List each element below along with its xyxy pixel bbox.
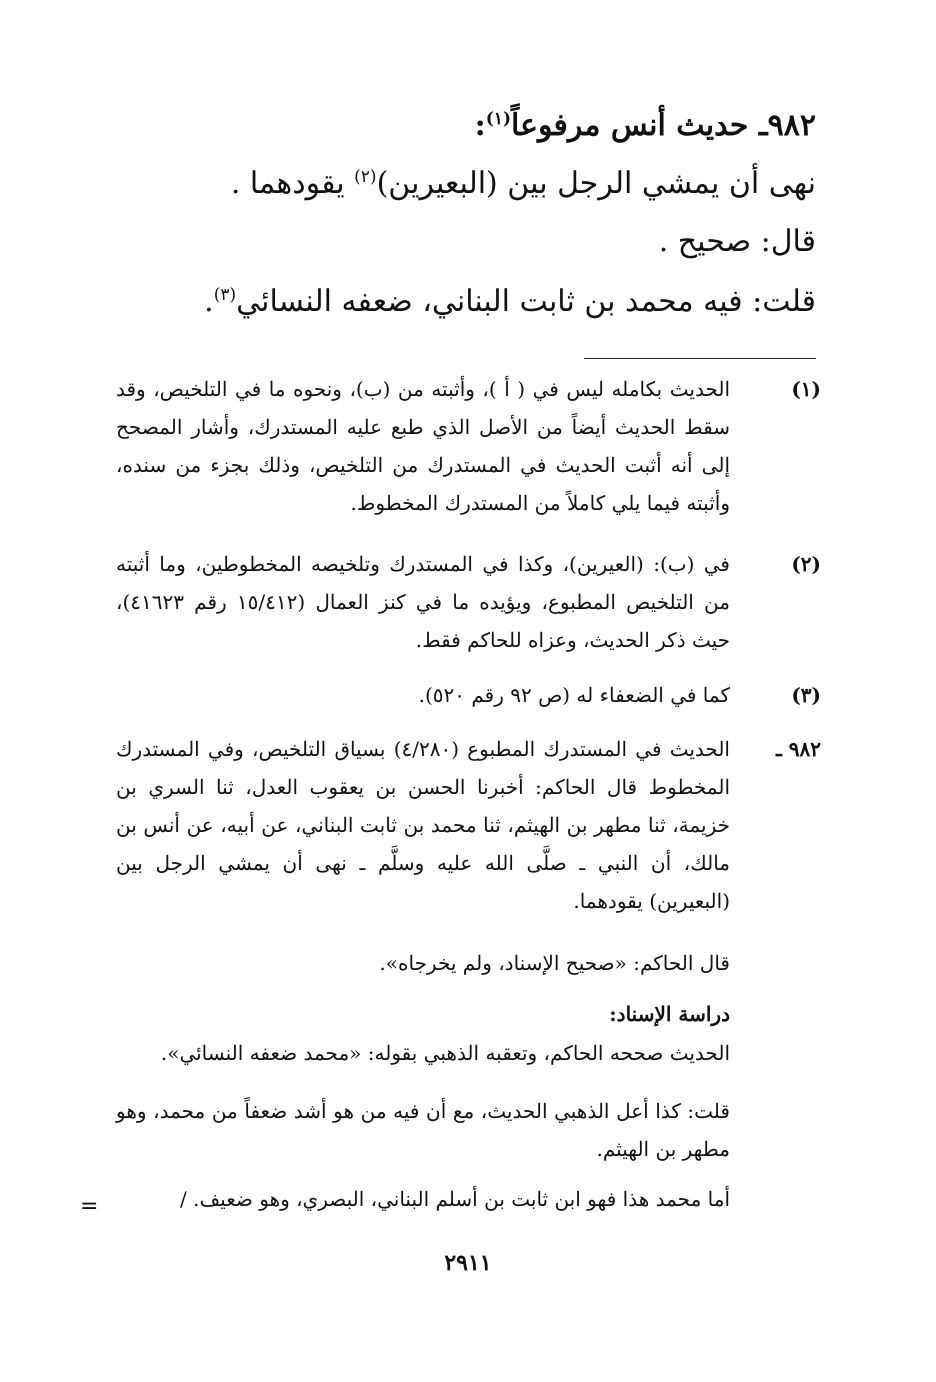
hakim-verdict [116,220,816,264]
hadith-text-part2: يقودهما . [230,166,345,201]
takhrij-number: ٩٨٢ ـ [775,737,821,761]
hakim-quote: قال الحاكم: «صحيح الإسناد، ولم يخرجاه». [379,951,730,975]
hadith-heading [116,104,816,148]
heading-colon: : [474,108,486,143]
isnad-study-heading: دراسة الإسناد: [609,1002,730,1026]
footnote-ref-3: (٣) [213,285,237,305]
footnote-text: في (ب): (العيرين)، وكذا في المستدرك وتلخيصه المخطوطين، وما أثبته من التلخيص المطبوع، ويؤيده ما في كنز العمال (١٥/٤١٢ رقم ٤١٦٢٣)، حيث ذكر الحديث، وعزاه للحاكم فقط. [116,552,730,652]
footnote-number: (١) [791,377,821,401]
footnote-text: الحديث بكامله ليس في ( أ )، وأثبته من (ب)، ونحوه ما في التلخيص، وقد سقط الحديث أيضاً من الأصل الذي طبع عليه المستدرك، وأشار المصحح إلى أنه أثبت الحديث في المستدرك من التلخيص، وذلك بجزء من سنده، وأثبته فيما يلي كاملاً من المستدرك المخطوط. [116,377,730,515]
footnote-1 [116,370,821,522]
footnote-3 [116,676,821,714]
qala-label: قال: [760,224,816,259]
hadith-number: ٩٨٢ [767,108,816,143]
author-critique: قلت: كذا أعل الذهبي الحديث، مع أن فيه من هو أشد ضعفاً من محمد، وهو مطهر بن الهيثم. [116,1099,730,1161]
hadith-text-part1: نهى أن يمشي الرجل بين (البعيرين) [376,166,816,201]
qultu-text: فيه محمد بن ثابت البناني، ضعفه النسائي [236,284,743,319]
author-remark [116,280,816,324]
footnote-text: كما في الضعفاء له (ص ٩٢ رقم ٥٢٠). [418,683,730,707]
footnote-separator [584,358,816,359]
hadith-text [116,162,816,206]
footnote-ref-2: (٢) [354,167,377,187]
footnote-number: (٢) [791,552,821,576]
footnote-2 [116,545,821,659]
continuation-mark: = [80,1194,99,1219]
footnote-number: (٣) [791,683,821,707]
footnote-ref-1: (١) [485,109,511,129]
isnad-study-text: الحديث صححه الحاكم، وتعقبه الذهبي بقوله: «محمد ضعفه النسائي». [160,1041,730,1065]
takhrij-note-982 [116,730,821,920]
qultu-end: . [204,284,214,319]
heading-text: حديث أنس مرفوعاً [510,108,749,143]
page-number: ٢٩١١ [444,1250,492,1276]
qultu-label: قلت: [752,284,816,319]
qala-text: صحيح . [658,224,752,259]
heading-dash: ـ [758,108,768,143]
narrator-note: أما محمد هذا فهو ابن ثابت بن أسلم البناني، البصري، وهو ضعيف. / [180,1187,730,1211]
takhrij-text: الحديث في المستدرك المطبوع (٤/٢٨٠) بسياق التلخيص، وفي المستدرك المخطوط قال الحاكم: أخبرنا الحسن بن يعقوب العدل، ثنا السري بن خزيمة، ثنا مطهر بن الهيثم، ثنا محمد بن ثابت البناني، عن أبيه، عن أنس بن مالك، أن النبي ـ صلَّى الله عليه وسلَّم ـ نهى أن يمشي الرجل بين (البعيرين) يقودهما. [116,737,730,913]
